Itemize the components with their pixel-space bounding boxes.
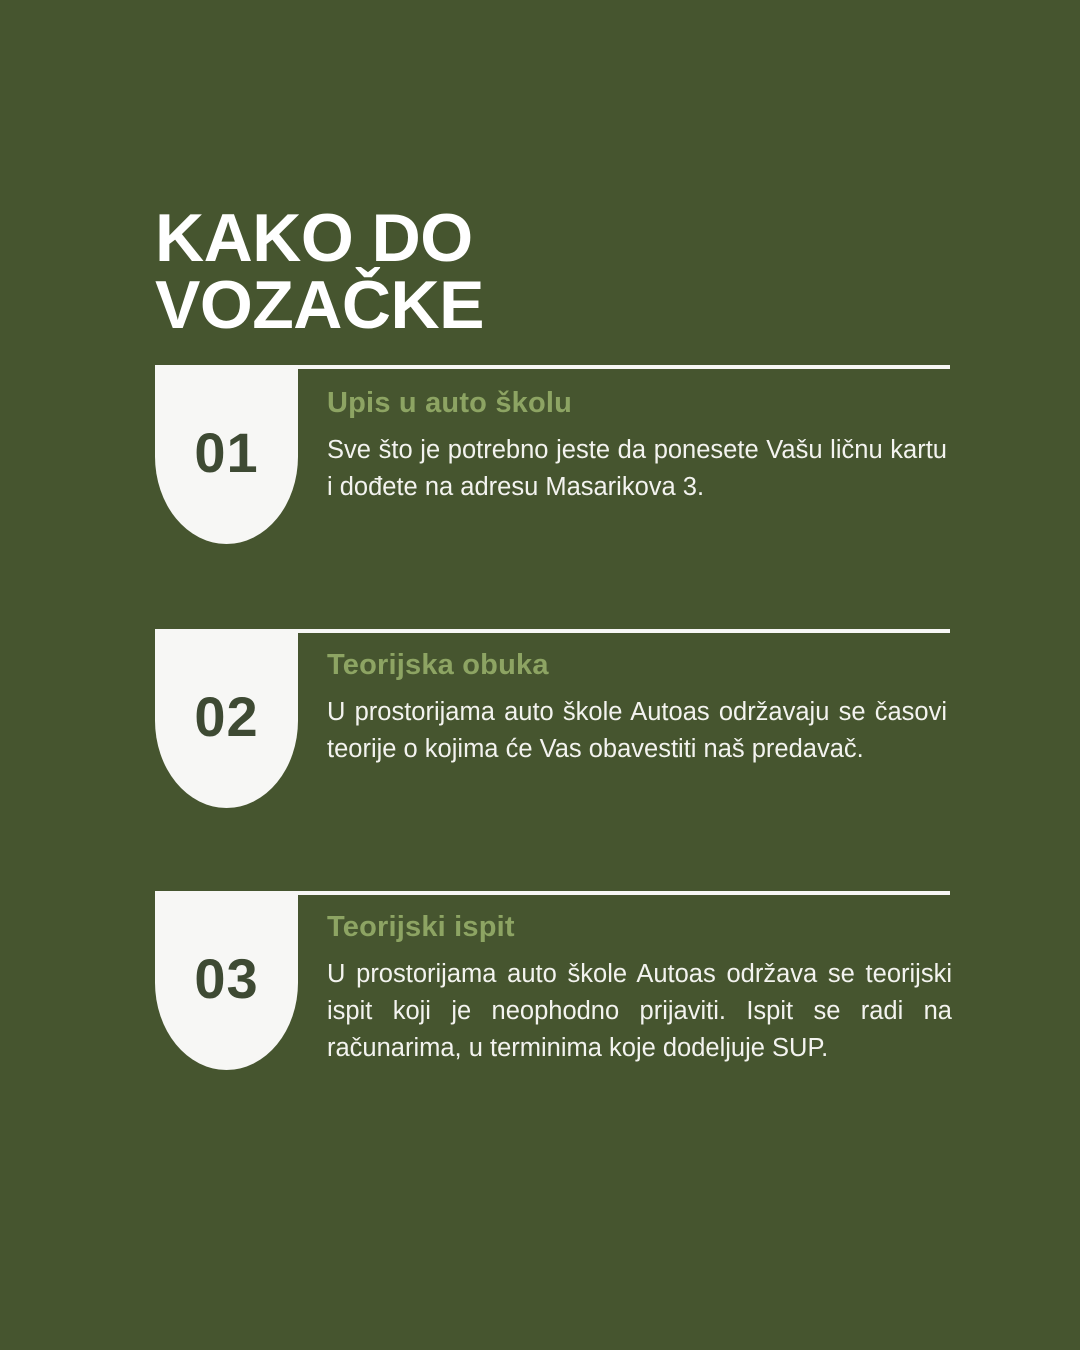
page-title-line-2: VOZAČKE	[155, 266, 484, 343]
step-number: 01	[194, 421, 259, 484]
page-title	[155, 200, 975, 343]
step-number-badge	[155, 633, 298, 808]
step-content	[327, 629, 950, 799]
list-item	[155, 629, 950, 799]
step-heading: Teorijska obuka	[327, 649, 549, 681]
step-number-badge	[155, 895, 298, 1070]
steps-list	[155, 365, 950, 1067]
page-title-line-1: KAKO DO	[155, 200, 473, 276]
step-heading: Upis u auto školu	[327, 387, 573, 419]
step-content	[327, 891, 950, 1067]
step-content	[327, 365, 950, 537]
step-number: 02	[194, 685, 259, 748]
step-description: U prostorijama auto škole Autoas održava se teorijski ispit koji je neophodno prijaviti. Ispit se radi na računarima, u terminima koje dodeljuje SUP.	[327, 960, 952, 1062]
step-description: U prostorijama auto škole Autoas održavaju se časovi teorije o kojima će Vas obavestiti naš predavač.	[327, 698, 947, 763]
step-heading: Teorijski ispit	[327, 911, 515, 943]
step-description: Sve što je potrebno jeste da ponesete Vašu ličnu kartu i dođete na adresu Masarikova 3.	[327, 436, 947, 501]
step-number: 03	[194, 947, 259, 1010]
list-item	[155, 891, 950, 1067]
list-item	[155, 365, 950, 537]
step-number-badge	[155, 369, 298, 544]
